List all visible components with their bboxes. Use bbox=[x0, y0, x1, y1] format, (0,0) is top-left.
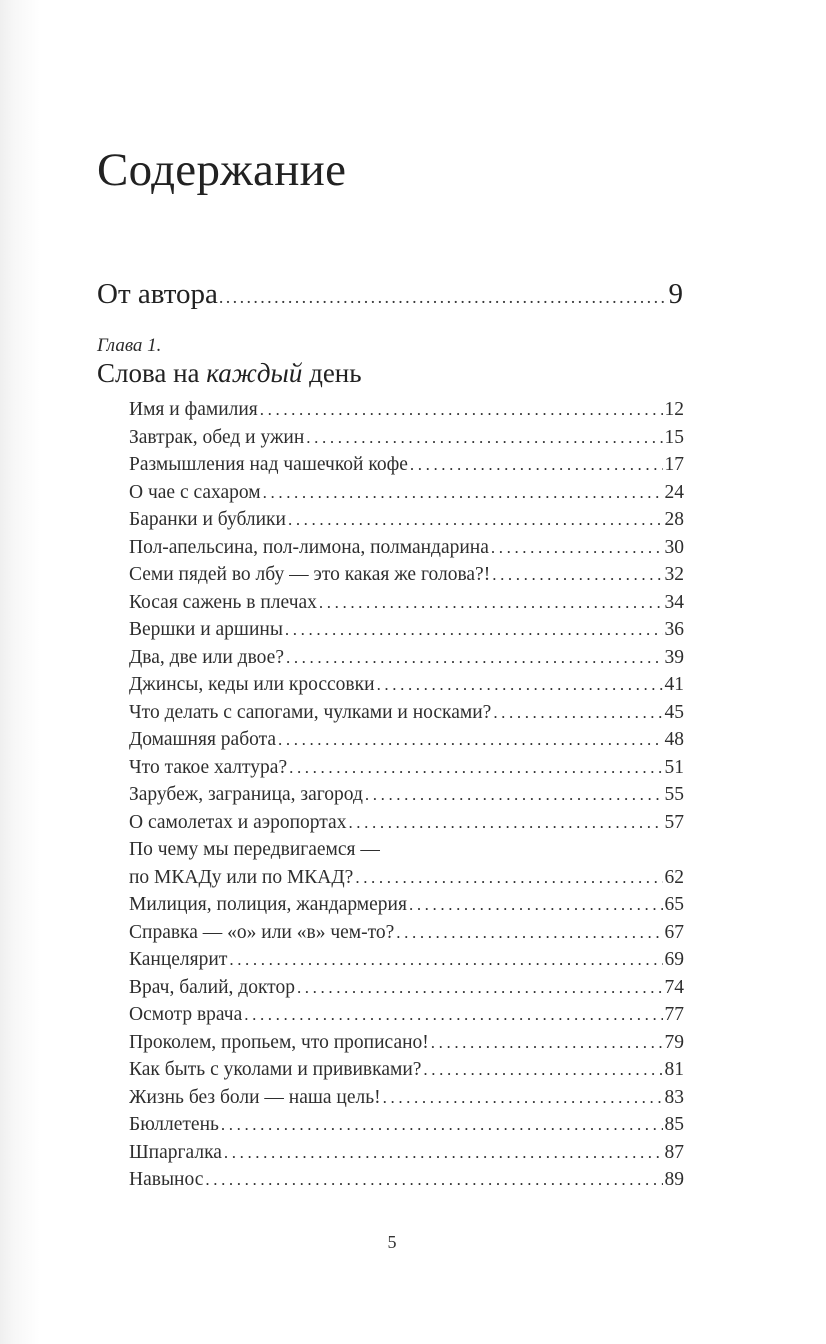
toc-entry-label: Проколем, пропьем, что прописано! bbox=[129, 1031, 429, 1053]
toc-entry-label: Джинсы, кеды или кроссовки bbox=[129, 674, 375, 695]
toc-entry[interactable] bbox=[129, 974, 684, 1002]
toc-entry-label: О чае с сахаром bbox=[129, 481, 261, 503]
page-title: Содержание bbox=[97, 144, 347, 196]
dot-leader bbox=[319, 589, 663, 617]
dot-leader bbox=[410, 451, 663, 479]
toc-entry-page: 28 bbox=[664, 509, 684, 530]
toc-entry-label: Что делать с сапогами, чулками и носками? bbox=[129, 701, 492, 723]
dot-leader bbox=[365, 781, 663, 809]
dot-leader bbox=[348, 809, 662, 837]
dot-leader bbox=[278, 726, 662, 754]
toc-entry-page: 57 bbox=[664, 811, 684, 833]
toc-entry-page: 89 bbox=[664, 1169, 684, 1190]
chapter-title bbox=[97, 356, 362, 390]
toc-entry[interactable] bbox=[129, 891, 684, 919]
toc-entry-label: Навынос bbox=[129, 1169, 204, 1190]
toc-entry-label: Два, две или двое? bbox=[129, 646, 284, 668]
toc-entry[interactable] bbox=[129, 424, 684, 452]
toc-entry-label: О самолетах и аэропортах bbox=[129, 811, 347, 833]
toc-entry[interactable] bbox=[129, 479, 684, 507]
toc-entry[interactable] bbox=[129, 1001, 684, 1029]
toc-entry[interactable] bbox=[129, 1139, 684, 1167]
toc-entry-page: 67 bbox=[664, 921, 684, 943]
toc-entry-label: Семи пядей во лбу — это какая же голова?! bbox=[129, 564, 491, 585]
toc-entry-page: 62 bbox=[664, 866, 684, 888]
chapter-title-part: день bbox=[302, 358, 362, 388]
dot-leader bbox=[306, 424, 662, 452]
dot-leader bbox=[289, 754, 662, 782]
toc-entry-label: Завтрак, обед и ужин bbox=[129, 426, 305, 448]
dot-leader bbox=[493, 699, 662, 727]
toc-entry-label: Бюллетень bbox=[129, 1114, 219, 1135]
toc-entry-page: 9 bbox=[668, 278, 683, 310]
chapter-title-part: Слова на bbox=[97, 358, 207, 388]
toc-entry-label: Справка — «о» или «в» чем-то? bbox=[129, 921, 395, 943]
toc-entry[interactable] bbox=[129, 946, 684, 974]
toc-entry-page: 85 bbox=[664, 1114, 684, 1135]
page-gutter-shadow bbox=[0, 0, 40, 1344]
toc-entry[interactable] bbox=[129, 616, 684, 644]
dot-leader bbox=[219, 279, 668, 315]
toc-entry-label: Шпаргалка bbox=[129, 1141, 222, 1163]
dot-leader bbox=[491, 534, 663, 562]
toc-entry-label: Что такое халтура? bbox=[129, 756, 288, 778]
toc-entry-label: по МКАДу или по МКАД? bbox=[129, 866, 354, 888]
toc-entry-page: 83 bbox=[664, 1086, 684, 1108]
toc-entry-label: Пол-апельсина, пол-лимона, полмандарина bbox=[129, 536, 489, 558]
toc-entry-page: 65 bbox=[664, 894, 684, 915]
toc-entry-label-line1[interactable]: По чему мы передвигаемся — bbox=[129, 839, 380, 860]
toc-entry-label: Домашняя работа bbox=[129, 729, 277, 750]
dot-leader bbox=[244, 1001, 662, 1029]
toc-entry[interactable] bbox=[129, 589, 684, 617]
toc-entry-page: 24 bbox=[664, 481, 684, 503]
toc-entry[interactable] bbox=[129, 726, 684, 754]
toc-entry-label: Врач, балий, доктор bbox=[129, 976, 295, 998]
toc-entry-page: 15 bbox=[664, 426, 684, 448]
toc-entry-page: 79 bbox=[664, 1031, 684, 1053]
dot-leader bbox=[288, 506, 663, 534]
dot-leader bbox=[423, 1056, 662, 1084]
dot-leader bbox=[224, 1139, 663, 1167]
toc-entry-page: 34 bbox=[664, 591, 684, 613]
dot-leader bbox=[431, 1029, 663, 1057]
toc-entry-label: Зарубеж, заграница, загород bbox=[129, 784, 363, 805]
dot-leader bbox=[286, 644, 663, 672]
toc-entry-page: 74 bbox=[664, 976, 684, 998]
toc-entry[interactable] bbox=[129, 451, 684, 479]
page-number: 5 bbox=[387, 1232, 397, 1252]
toc-entry-page: 39 bbox=[664, 646, 684, 668]
toc-entry[interactable] bbox=[129, 1166, 684, 1194]
toc-entry-page: 69 bbox=[664, 949, 684, 970]
dot-leader bbox=[355, 864, 662, 892]
dot-leader bbox=[409, 891, 663, 919]
toc-entry[interactable] bbox=[129, 561, 684, 589]
chapter-title-emphasis: каждый bbox=[206, 358, 303, 388]
toc-entry[interactable] bbox=[129, 864, 684, 892]
dot-leader bbox=[396, 919, 662, 947]
toc-entry-label: Жизнь без боли — наша цель! bbox=[129, 1086, 381, 1108]
chapter-number: Глава 1. bbox=[97, 335, 162, 356]
toc-entry-label: Вершки и аршины bbox=[129, 619, 283, 640]
toc-entry-page: 17 bbox=[664, 454, 684, 475]
toc-entry[interactable] bbox=[129, 671, 684, 699]
toc-entry-front-matter[interactable] bbox=[97, 276, 683, 315]
toc-entry-page: 48 bbox=[664, 729, 684, 750]
dot-leader bbox=[229, 946, 662, 974]
toc-entry[interactable] bbox=[129, 1084, 684, 1112]
dot-leader bbox=[263, 479, 663, 507]
toc-entry[interactable] bbox=[129, 506, 684, 534]
toc-entry-label: Осмотр врача bbox=[129, 1004, 243, 1025]
toc-entry[interactable] bbox=[129, 809, 684, 837]
toc-entry[interactable] bbox=[129, 1056, 684, 1084]
toc-entry-label: Баранки и бублики bbox=[129, 509, 286, 530]
toc-entry[interactable] bbox=[129, 534, 684, 562]
toc-entry-label: Милиция, полиция, жандармерия bbox=[129, 894, 407, 915]
dot-leader bbox=[205, 1166, 662, 1194]
dot-leader bbox=[285, 616, 663, 644]
toc-entry-page: 41 bbox=[664, 674, 684, 695]
toc-entry-label: Канцелярит bbox=[129, 949, 228, 970]
toc-entry-page: 12 bbox=[664, 399, 684, 420]
dot-leader bbox=[377, 671, 663, 699]
toc-entry-page: 55 bbox=[664, 784, 684, 805]
toc-entry-page: 36 bbox=[664, 619, 684, 640]
toc-entry-label: От автора bbox=[97, 278, 218, 310]
toc-entry-page: 87 bbox=[664, 1141, 684, 1163]
dot-leader bbox=[297, 974, 663, 1002]
toc-entry[interactable] bbox=[129, 781, 684, 809]
toc-entry[interactable] bbox=[129, 1111, 684, 1139]
toc-entry-page: 77 bbox=[664, 1004, 684, 1025]
toc-entry-label: Косая сажень в плечах bbox=[129, 591, 317, 613]
dot-leader bbox=[492, 561, 662, 589]
toc-entry[interactable] bbox=[129, 754, 684, 782]
toc-entry-page: 30 bbox=[664, 536, 684, 558]
toc-entry[interactable] bbox=[129, 644, 684, 672]
toc-entry-page: 45 bbox=[664, 701, 684, 723]
toc-entry[interactable] bbox=[129, 1029, 684, 1057]
dot-leader bbox=[221, 1111, 663, 1139]
toc-entry-page: 51 bbox=[664, 756, 684, 778]
toc-entry[interactable] bbox=[129, 919, 684, 947]
toc-entry[interactable] bbox=[129, 699, 684, 727]
toc-entry[interactable] bbox=[129, 396, 684, 424]
toc-entry-list bbox=[129, 396, 684, 1194]
toc-entry-page: 32 bbox=[664, 564, 684, 585]
toc-entry-label: Как быть с уколами и прививками? bbox=[129, 1059, 422, 1080]
toc-entry-label: Размышления над чашечкой кофе bbox=[129, 454, 408, 475]
dot-leader bbox=[383, 1084, 663, 1112]
toc-entry-label: Имя и фамилия bbox=[129, 399, 258, 420]
dot-leader bbox=[260, 396, 663, 424]
toc-entry-page: 81 bbox=[664, 1059, 684, 1080]
